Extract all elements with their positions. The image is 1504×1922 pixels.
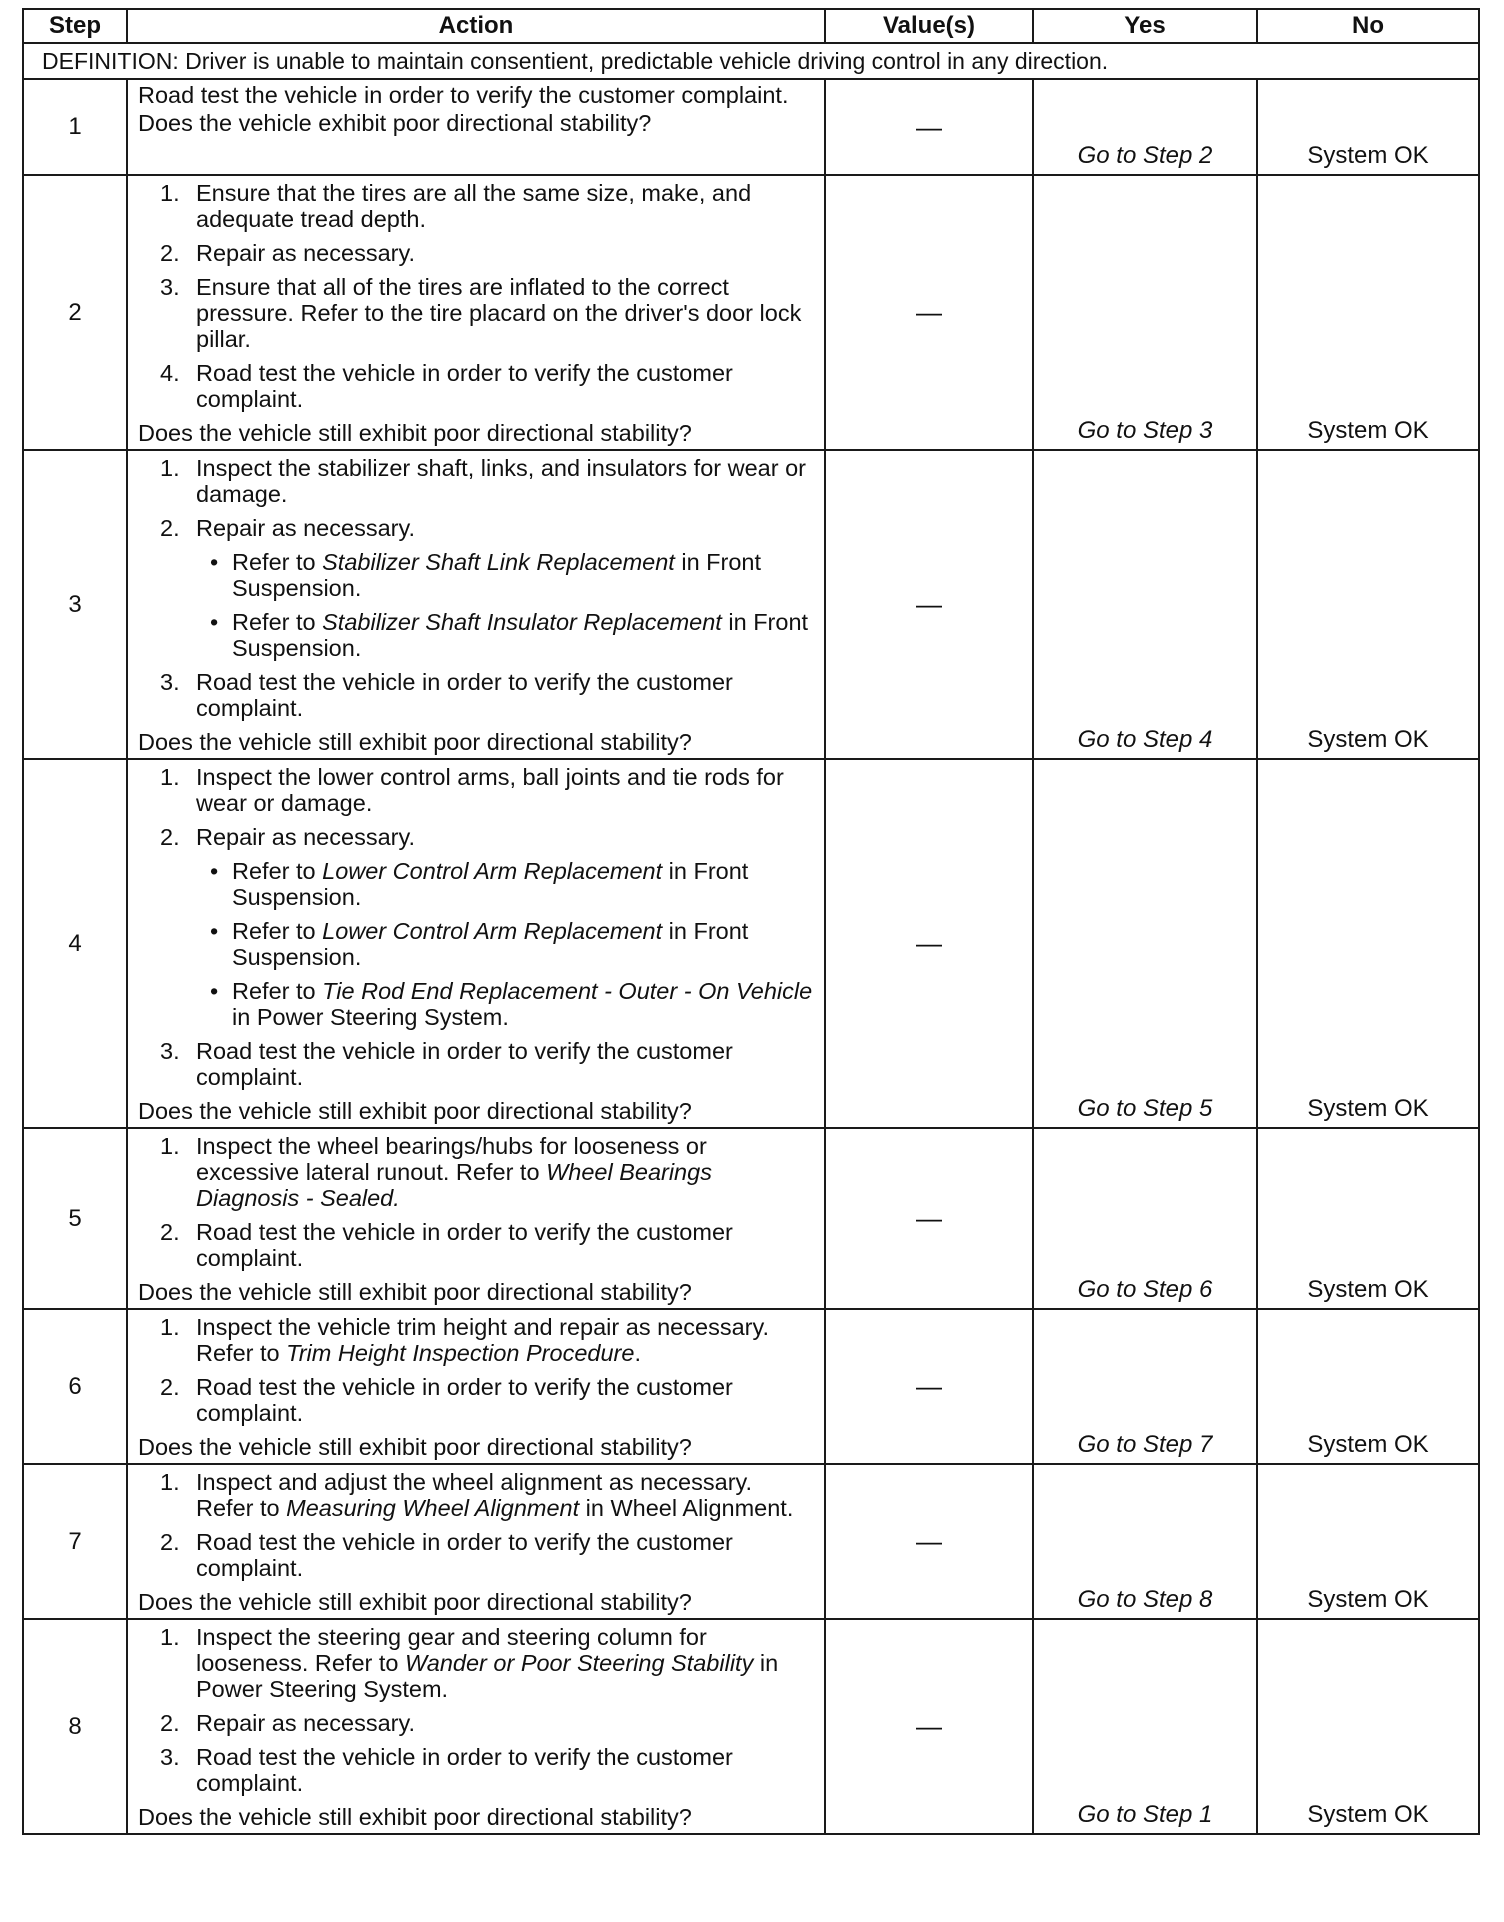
- procedure-reference: Wheel Bearings Diagnosis - Sealed.: [196, 1159, 712, 1211]
- action-step-number: 3.: [160, 274, 180, 300]
- action-text-post: in Front Suspension.: [232, 918, 749, 970]
- step-number: 3: [23, 450, 127, 759]
- action-question: Does the vehicle still exhibit poor directional stability?: [138, 1098, 692, 1124]
- definition-row: [23, 43, 1479, 79]
- value-cell: —: [825, 1128, 1033, 1309]
- no-result: System OK: [1257, 79, 1479, 175]
- yes-next-step: Go to Step 4: [1077, 726, 1213, 753]
- action-step: [138, 669, 816, 721]
- no-result: System OK: [1257, 450, 1479, 759]
- action-question: Does the vehicle still exhibit poor directional stability?: [138, 1434, 692, 1460]
- step-number: 2: [23, 175, 127, 450]
- action-text-pre: Refer to: [232, 978, 323, 1004]
- value-cell: —: [825, 79, 1033, 175]
- action-step: [138, 824, 816, 850]
- action-question: Does the vehicle still exhibit poor directional stability?: [138, 1804, 692, 1830]
- action-cell: [127, 1309, 825, 1464]
- procedure-reference: Wander or Poor Steering Stability: [405, 1650, 754, 1676]
- yes-next-step: Go to Step 7: [1077, 1431, 1213, 1458]
- value-cell: —: [825, 1309, 1033, 1464]
- bullet-icon: •: [210, 978, 219, 1004]
- action-cell: [127, 79, 825, 175]
- header-step: Step: [23, 9, 127, 43]
- action-subitem: [138, 978, 816, 1030]
- action-cell: [127, 759, 825, 1128]
- yes-cell: [1033, 1619, 1257, 1834]
- yes-next-step: Go to Step 1: [1077, 1801, 1213, 1828]
- bullet-icon: •: [210, 858, 219, 884]
- action-step-number: 1.: [160, 1624, 180, 1650]
- step-number: 8: [23, 1619, 127, 1834]
- table-row: [23, 1619, 1479, 1834]
- no-result: System OK: [1257, 1619, 1479, 1834]
- action-step-number: 2.: [160, 1374, 180, 1400]
- table-row: [23, 1128, 1479, 1309]
- yes-cell: [1033, 450, 1257, 759]
- header-yes: Yes: [1033, 9, 1257, 43]
- action-question: Does the vehicle exhibit poor directional stability?: [138, 110, 652, 136]
- bullet-icon: •: [210, 918, 219, 944]
- action-step-number: 2.: [160, 824, 180, 850]
- action-subitem: [138, 918, 816, 970]
- action-step: [138, 1710, 816, 1736]
- action-step-number: 4.: [160, 360, 180, 386]
- step-number: 5: [23, 1128, 127, 1309]
- action-step: [138, 240, 816, 266]
- procedure-reference: Tie Rod End Replacement - Outer - On Vehicle: [322, 978, 813, 1004]
- action-step-number: 3.: [160, 669, 180, 695]
- header-row: [23, 9, 1479, 43]
- header-values: Value(s): [825, 9, 1033, 43]
- yes-cell: [1033, 175, 1257, 450]
- procedure-reference: Trim Height Inspection Procedure: [286, 1340, 635, 1366]
- action-step-number: 3.: [160, 1038, 180, 1064]
- action-step: [138, 764, 816, 816]
- step-number: 1: [23, 79, 127, 175]
- procedure-reference: Measuring Wheel Alignment: [286, 1495, 580, 1521]
- yes-cell: [1033, 79, 1257, 175]
- procedure-reference: Stabilizer Shaft Link Replacement: [322, 549, 675, 575]
- table-row: [23, 79, 1479, 175]
- no-result: System OK: [1257, 1128, 1479, 1309]
- yes-next-step: Go to Step 6: [1077, 1276, 1213, 1303]
- action-cell: [127, 450, 825, 759]
- action-subitem: [138, 858, 816, 910]
- table-row: [23, 759, 1479, 1128]
- action-subitem: [138, 609, 816, 661]
- action-step: [138, 1624, 816, 1702]
- procedure-reference: Lower Control Arm Replacement: [322, 858, 663, 884]
- action-step-text: Road test the vehicle in order to verify the customer complaint.: [196, 1038, 733, 1090]
- yes-cell: [1033, 1128, 1257, 1309]
- value-cell: —: [825, 759, 1033, 1128]
- value-cell: —: [825, 1619, 1033, 1834]
- action-cell: [127, 1128, 825, 1309]
- action-text-post: in Front Suspension.: [232, 549, 762, 601]
- action-step-number: 2.: [160, 1219, 180, 1245]
- action-intro: Road test the vehicle in order to verify the customer complaint.: [138, 82, 789, 108]
- action-text-pre: Inspect the wheel bearings/hubs for looseness or excessive lateral runout. Refer to: [196, 1133, 707, 1185]
- table-row: [23, 450, 1479, 759]
- action-text-post: in Front Suspension.: [232, 858, 749, 910]
- action-cell: [127, 1464, 825, 1619]
- definition-text: DEFINITION: Driver is unable to maintain consentient, predictable vehicle driving control in any direction.: [23, 43, 1479, 79]
- action-step: [138, 360, 816, 412]
- yes-next-step: Go to Step 2: [1077, 142, 1213, 169]
- action-step: [138, 515, 816, 541]
- action-step-text: Repair as necessary.: [196, 515, 415, 541]
- action-step: [138, 1469, 816, 1521]
- action-step-number: 2.: [160, 1529, 180, 1555]
- procedure-reference: Lower Control Arm Replacement: [322, 918, 663, 944]
- diagnostic-table: [22, 8, 1480, 1835]
- action-step: [138, 1133, 816, 1211]
- action-step-text: Repair as necessary.: [196, 824, 415, 850]
- action-step-text: Repair as necessary.: [196, 1710, 415, 1736]
- yes-cell: [1033, 1309, 1257, 1464]
- action-step: [138, 274, 816, 352]
- action-step-number: 2.: [160, 515, 180, 541]
- action-cell: [127, 1619, 825, 1834]
- action-step-text: Road test the vehicle in order to verify the customer complaint.: [196, 1529, 733, 1581]
- action-step-text: Road test the vehicle in order to verify the customer complaint.: [196, 1374, 733, 1426]
- action-question: Does the vehicle still exhibit poor directional stability?: [138, 1589, 692, 1615]
- table-row: [23, 1309, 1479, 1464]
- action-step-text: Inspect the lower control arms, ball joints and tie rods for wear or damage.: [196, 764, 784, 816]
- action-step-text: Ensure that all of the tires are inflated to the correct pressure. Refer to the tire placard on the driver's door lock pillar.: [196, 274, 802, 352]
- action-question: Does the vehicle still exhibit poor directional stability?: [138, 420, 692, 446]
- no-result: System OK: [1257, 175, 1479, 450]
- action-step: [138, 1374, 816, 1426]
- table-row: [23, 175, 1479, 450]
- action-text-post: in Power Steering System.: [196, 1650, 779, 1702]
- action-step-text: Road test the vehicle in order to verify the customer complaint.: [196, 669, 733, 721]
- action-question: Does the vehicle still exhibit poor directional stability?: [138, 729, 692, 755]
- step-number: 4: [23, 759, 127, 1128]
- no-result: System OK: [1257, 1464, 1479, 1619]
- action-step-number: 1.: [160, 764, 180, 790]
- step-number: 6: [23, 1309, 127, 1464]
- no-result: System OK: [1257, 1309, 1479, 1464]
- action-step: [138, 1529, 816, 1581]
- bullet-icon: •: [210, 549, 219, 575]
- action-text-post: .: [634, 1340, 641, 1366]
- action-step-text: Road test the vehicle in order to verify the customer complaint.: [196, 360, 733, 412]
- action-step-number: 3.: [160, 1744, 180, 1770]
- yes-cell: [1033, 759, 1257, 1128]
- action-step: [138, 1038, 816, 1090]
- yes-next-step: Go to Step 5: [1077, 1095, 1213, 1122]
- yes-next-step: Go to Step 8: [1077, 1586, 1213, 1613]
- action-step-text: Ensure that the tires are all the same size, make, and adequate tread depth.: [196, 180, 752, 232]
- value-cell: —: [825, 450, 1033, 759]
- action-text-pre: Inspect the steering gear and steering column for looseness. Refer to: [196, 1624, 707, 1676]
- action-text-post: in Power Steering System.: [232, 1004, 509, 1030]
- value-cell: —: [825, 1464, 1033, 1619]
- no-result: System OK: [1257, 759, 1479, 1128]
- yes-next-step: Go to Step 3: [1077, 417, 1213, 444]
- action-step-text: Inspect the stabilizer shaft, links, and insulators for wear or damage.: [196, 455, 806, 507]
- action-step-number: 1.: [160, 1133, 180, 1159]
- action-step: [138, 180, 816, 232]
- action-text-pre: Inspect the vehicle trim height and repair as necessary. Refer to: [196, 1314, 769, 1366]
- action-step-number: 1.: [160, 180, 180, 206]
- step-number: 7: [23, 1464, 127, 1619]
- action-step: [138, 1219, 816, 1271]
- action-step-number: 2.: [160, 240, 180, 266]
- bullet-icon: •: [210, 609, 219, 635]
- action-step-text: Road test the vehicle in order to verify the customer complaint.: [196, 1219, 733, 1271]
- action-text-post: in Front Suspension.: [232, 609, 809, 661]
- action-text-post: in Wheel Alignment.: [579, 1495, 794, 1521]
- action-step-text: Road test the vehicle in order to verify the customer complaint.: [196, 1744, 733, 1796]
- action-step-number: 1.: [160, 1469, 180, 1495]
- yes-cell: [1033, 1464, 1257, 1619]
- action-question: Does the vehicle still exhibit poor directional stability?: [138, 1279, 692, 1305]
- action-step-number: 1.: [160, 1314, 180, 1340]
- action-step-text: Repair as necessary.: [196, 240, 415, 266]
- action-text-pre: Refer to: [232, 609, 323, 635]
- procedure-reference: Stabilizer Shaft Insulator Replacement: [322, 609, 722, 635]
- action-text-pre: Refer to: [232, 858, 323, 884]
- action-text-pre: Refer to: [232, 918, 323, 944]
- header-action: Action: [127, 9, 825, 43]
- action-step-number: 2.: [160, 1710, 180, 1736]
- action-text-pre: Refer to: [232, 549, 323, 575]
- value-cell: —: [825, 175, 1033, 450]
- action-step: [138, 1744, 816, 1796]
- action-step: [138, 455, 816, 507]
- action-text-pre: Inspect and adjust the wheel alignment as necessary. Refer to: [196, 1469, 753, 1521]
- action-subitem: [138, 549, 816, 601]
- action-step-number: 1.: [160, 455, 180, 481]
- table-row: [23, 1464, 1479, 1619]
- action-cell: [127, 175, 825, 450]
- action-step: [138, 1314, 816, 1366]
- header-no: No: [1257, 9, 1479, 43]
- table-body: [23, 79, 1479, 1834]
